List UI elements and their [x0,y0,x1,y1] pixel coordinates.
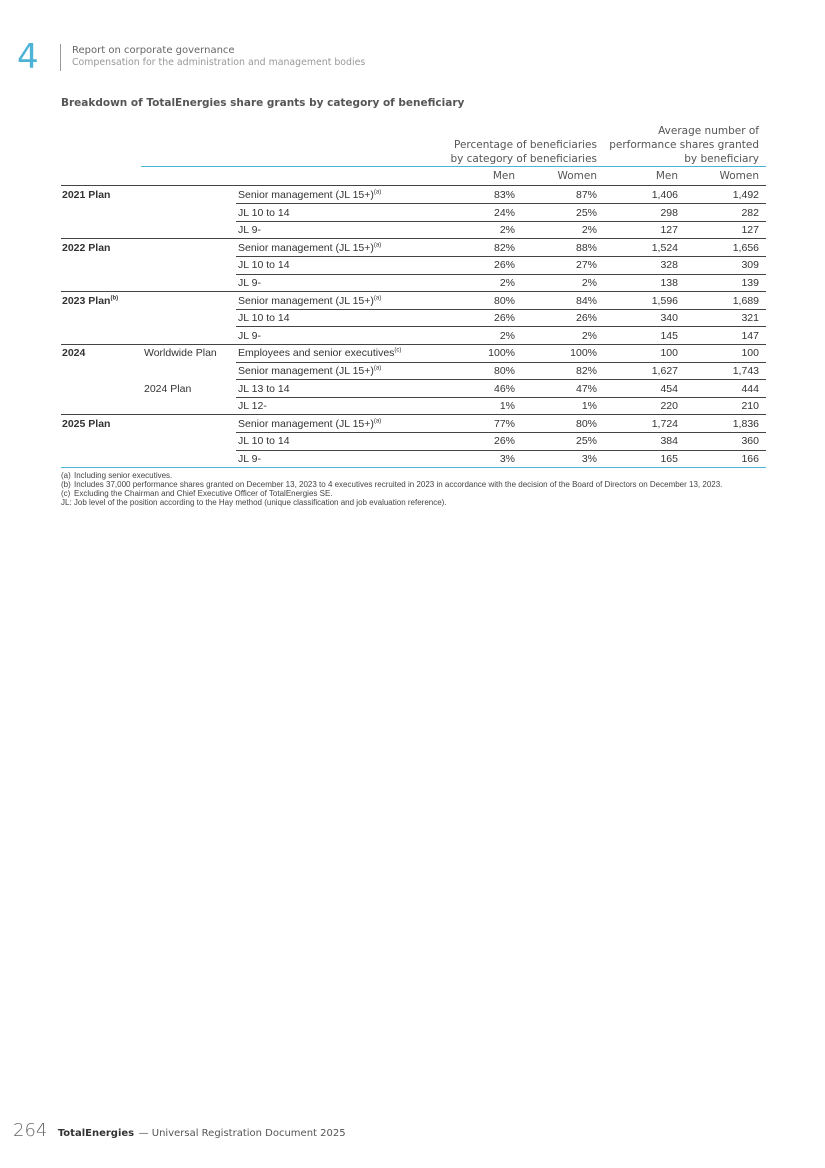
pct-men-cell-text: 24% [493,206,515,219]
pct-men-cell [445,295,515,307]
pct-women-cell [527,330,597,342]
avg-men-cell [608,453,678,465]
category-cell [238,189,381,201]
avg-men-cell [608,295,678,307]
table-row [61,432,766,450]
brand-name: TotalEnergies [57,1128,135,1139]
avg-men-cell-text: 145 [660,329,678,342]
avg-men-cell-text: 1,596 [651,294,678,307]
avg-women-cell [689,295,759,307]
group-header-line: by category of beneficiaries [450,153,597,165]
category-cell-text: Senior management (JL 15+) [238,365,374,377]
avg-women-cell-text: 444 [741,382,759,395]
pct-men-cell [445,259,515,271]
column-header-avg-men: Men [655,170,678,182]
pct-men-cell-text: 80% [493,365,515,377]
table-row [61,450,766,468]
header-divider [60,44,61,71]
avg-women-cell [689,189,759,201]
pct-women-cell-text: 26% [575,312,597,325]
avg-women-cell [689,277,759,289]
plan-year-cell [62,418,110,430]
category-cell-text: JL 9- [238,453,261,465]
pct-women-cell [527,365,597,377]
category-cell-text: JL 9- [238,329,261,342]
table-row [61,274,766,292]
pct-women-cell-text: 80% [575,417,597,430]
category-cell [238,277,261,289]
category-cell [238,242,381,254]
category-cell-text: JL 10 to 14 [238,312,290,325]
category-cell-text: Employees and senior executives [238,347,395,360]
category-cell-text: JL 13 to 14 [238,382,290,395]
table-row [61,397,766,415]
pct-men-cell-text: 3% [499,453,515,465]
pct-men-cell [445,312,515,324]
avg-men-cell [608,400,678,412]
pct-women-cell [527,312,597,324]
pct-women-cell-text: 25% [575,206,597,219]
category-cell-text: Senior management (JL 15+) [238,417,374,430]
avg-men-cell [608,312,678,324]
avg-women-cell-text: 139 [741,277,759,289]
category-cell-text: Senior management (JL 15+) [238,241,374,254]
avg-men-cell [608,435,678,447]
pct-women-cell-text: 1% [581,400,597,413]
table-title: Breakdown of TotalEnergies share grants by category of beneficiary [61,97,465,109]
chapter-number: 4 [17,37,39,77]
plan-year-cell [62,242,110,254]
avg-men-cell [608,224,678,236]
pct-men-cell-text: 83% [493,189,515,201]
avg-women-cell-text: 166 [741,453,759,465]
pct-men-cell-text: 26% [493,312,515,325]
pct-women-cell [527,453,597,465]
category-cell-text: JL 10 to 14 [238,259,290,272]
category-cell-text: JL 12- [238,400,267,413]
avg-women-cell [689,347,759,359]
avg-women-cell [689,383,759,395]
pct-women-cell [527,242,597,254]
pct-women-cell [527,400,597,412]
pct-women-cell-text: 2% [581,277,597,289]
category-cell [238,330,261,342]
pct-men-cell [445,207,515,219]
avg-men-cell-text: 100 [660,347,678,360]
avg-men-cell-text: 1,524 [651,241,678,254]
group-header-average [600,124,759,166]
avg-men-cell [608,418,678,430]
plan-year-cell-text: 2024 [62,347,86,360]
category-cell [238,224,261,236]
avg-women-cell [689,453,759,465]
avg-women-cell [689,224,759,236]
pct-men-cell-text: 82% [493,241,515,254]
pct-women-cell-text: 3% [581,453,597,465]
avg-men-cell-text: 1,406 [651,189,678,201]
document-title: — Universal Registration Document 2025 [138,1128,346,1139]
pct-men-cell [445,365,515,377]
group-header-line: Average number of [658,125,759,137]
pct-men-cell-text: 2% [499,277,515,289]
plan-year-cell-text: 2025 Plan [62,417,111,430]
avg-men-cell [608,242,678,254]
avg-women-cell-text: 1,656 [732,241,759,254]
table-row [61,186,766,204]
footnote-text: Includes 37,000 performance shares granted on December 13, 2023 to 4 executives recruited in 2023 in accordance with the decision of the Board of Directors on December 13, 2023. [74,480,723,489]
header-rule [141,166,766,167]
category-cell-text: JL 10 to 14 [238,206,290,219]
group-header-line: performance shares granted [609,139,759,151]
footnote-tag: (c) [61,489,71,498]
avg-men-cell-text: 1,724 [651,417,678,430]
column-header-avg-women: Women [719,170,759,182]
plan-year-cell [62,295,118,307]
footnote-tag: (a) [61,471,71,480]
pct-women-cell-text: 27% [575,259,597,272]
pct-women-cell [527,259,597,271]
avg-men-cell-text: 1,627 [651,365,678,377]
pct-men-cell [445,435,515,447]
pct-men-cell-text: 80% [493,294,515,307]
section-subtitle: Compensation for the administration and management bodies [72,57,366,68]
avg-men-cell [608,207,678,219]
pct-women-cell [527,189,597,201]
plan-year-cell-text: 2023 Plan [62,294,111,307]
pct-men-cell-text: 26% [493,259,515,272]
avg-men-cell [608,330,678,342]
pct-women-cell [527,295,597,307]
pct-men-cell [445,383,515,395]
avg-men-cell-text: 165 [660,453,678,465]
group-header-percentage [430,138,597,166]
pct-men-cell [445,189,515,201]
pct-men-cell [445,330,515,342]
footnote-ref: (b) [110,295,119,302]
plan-name-cell [144,383,191,395]
pct-women-cell-text: 47% [575,382,597,395]
category-cell-text: JL 9- [238,224,261,237]
footnote-ref: (a) [373,242,382,249]
table-row [61,204,766,222]
pct-women-cell-text: 87% [575,189,597,201]
page-number: 264 [13,1120,48,1141]
category-cell [238,207,290,219]
category-cell [238,435,290,447]
pct-women-cell-text: 2% [581,329,597,342]
table-row [61,309,766,327]
avg-men-cell [608,365,678,377]
avg-women-cell-text: 1,492 [732,189,759,201]
table-row [61,256,766,274]
avg-women-cell [689,207,759,219]
pct-women-cell-text: 88% [575,241,597,254]
avg-men-cell [608,189,678,201]
table-row [61,239,766,257]
footnote-text: Excluding the Chairman and Chief Executive Officer of TotalEnergies SE. [74,489,333,498]
avg-women-cell [689,259,759,271]
avg-men-cell-text: 138 [660,277,678,289]
pct-men-cell [445,242,515,254]
footnote [61,489,766,498]
plan-year-cell-text: 2022 Plan [62,241,111,254]
avg-women-cell [689,418,759,430]
pct-men-cell-text: 26% [493,435,515,448]
plan-name-cell-text: 2024 Plan [144,382,192,395]
footnote-ref: (a) [373,418,382,425]
jl-note: JL: Job level of the position according to the Hay method (unique classification and job evaluation reference). [61,498,447,507]
category-cell [238,453,261,465]
avg-men-cell-text: 220 [660,400,678,413]
pct-women-cell [527,277,597,289]
avg-women-cell-text: 100 [741,347,759,360]
category-cell-text: JL 10 to 14 [238,435,290,448]
avg-men-cell [608,347,678,359]
pct-men-cell [445,224,515,236]
avg-women-cell [689,400,759,412]
category-cell [238,295,381,307]
avg-women-cell-text: 1,743 [732,365,759,377]
plan-name-cell [144,347,217,359]
avg-women-cell-text: 360 [741,435,759,448]
avg-women-cell-text: 210 [741,400,759,413]
avg-men-cell-text: 384 [660,435,678,448]
table-row [61,292,766,310]
page-footer [13,1120,346,1141]
pct-women-cell [527,347,597,359]
footnote-ref: (c) [394,347,402,354]
pct-women-cell-text: 25% [575,435,597,448]
table-row [61,221,766,239]
pct-women-cell [527,224,597,236]
avg-men-cell-text: 328 [660,259,678,272]
footnote-text: Including senior executives. [74,471,173,480]
pct-women-cell-text: 2% [581,224,597,237]
pct-men-cell-text: 77% [493,417,515,430]
category-cell [238,365,381,377]
category-cell-text: JL 9- [238,277,261,289]
avg-men-cell-text: 298 [660,206,678,219]
pct-women-cell-text: 84% [575,294,597,307]
pct-men-cell [445,400,515,412]
avg-men-cell-text: 340 [660,312,678,325]
category-cell [238,347,401,359]
category-cell-text: Senior management (JL 15+) [238,294,374,307]
column-header-pct-women: Women [557,170,597,182]
pct-men-cell-text: 2% [499,329,515,342]
avg-women-cell-text: 1,836 [732,417,759,430]
footnote [61,480,766,489]
avg-men-cell [608,259,678,271]
avg-men-cell [608,383,678,395]
pct-women-cell-text: 100% [570,347,597,360]
pct-men-cell-text: 1% [499,400,515,413]
avg-women-cell-text: 127 [741,224,759,237]
avg-women-cell [689,330,759,342]
pct-men-cell-text: 46% [493,382,515,395]
category-cell [238,383,290,395]
plan-year-cell [62,347,85,359]
footnote [61,471,766,480]
avg-women-cell [689,242,759,254]
pct-women-cell [527,435,597,447]
section-title: Report on corporate governance [72,45,235,56]
table-row [61,362,766,380]
plan-name-cell-text: Worldwide Plan [144,347,217,360]
plan-year-cell-text: 2021 Plan [62,189,111,201]
pct-women-cell-text: 82% [575,365,597,377]
table-row [61,327,766,345]
footnotes [61,471,766,507]
avg-women-cell [689,365,759,377]
column-header-pct-men: Men [492,170,515,182]
pct-men-cell [445,277,515,289]
avg-women-cell [689,312,759,324]
pct-women-cell [527,383,597,395]
avg-women-cell-text: 282 [741,206,759,219]
avg-men-cell-text: 127 [660,224,678,237]
pct-men-cell-text: 100% [488,347,515,360]
avg-men-cell-text: 454 [660,382,678,395]
group-header-line: by beneficiary [684,153,759,165]
avg-women-cell-text: 321 [741,312,759,325]
plan-year-cell [62,189,110,201]
footnote-tag: (b) [61,480,71,489]
avg-women-cell-text: 1,689 [732,294,759,307]
category-cell [238,400,267,412]
category-cell [238,259,290,271]
footnote-ref: (a) [373,365,382,372]
table-row [61,344,766,362]
pct-women-cell [527,418,597,430]
pct-women-cell [527,207,597,219]
avg-women-cell [689,435,759,447]
avg-women-cell-text: 147 [741,329,759,342]
pct-men-cell [445,418,515,430]
category-cell-text: Senior management (JL 15+) [238,189,374,201]
category-cell [238,418,381,430]
avg-men-cell [608,277,678,289]
pct-men-cell [445,453,515,465]
avg-women-cell-text: 309 [741,259,759,272]
pct-men-cell [445,347,515,359]
group-header-line: Percentage of beneficiaries [453,139,597,151]
category-cell [238,312,290,324]
table-row [61,415,766,433]
footnote-ref: (a) [373,295,382,302]
table-row [61,380,766,398]
footnote-ref: (a) [373,189,382,196]
row-rule [61,467,766,468]
pct-men-cell-text: 2% [499,224,515,237]
